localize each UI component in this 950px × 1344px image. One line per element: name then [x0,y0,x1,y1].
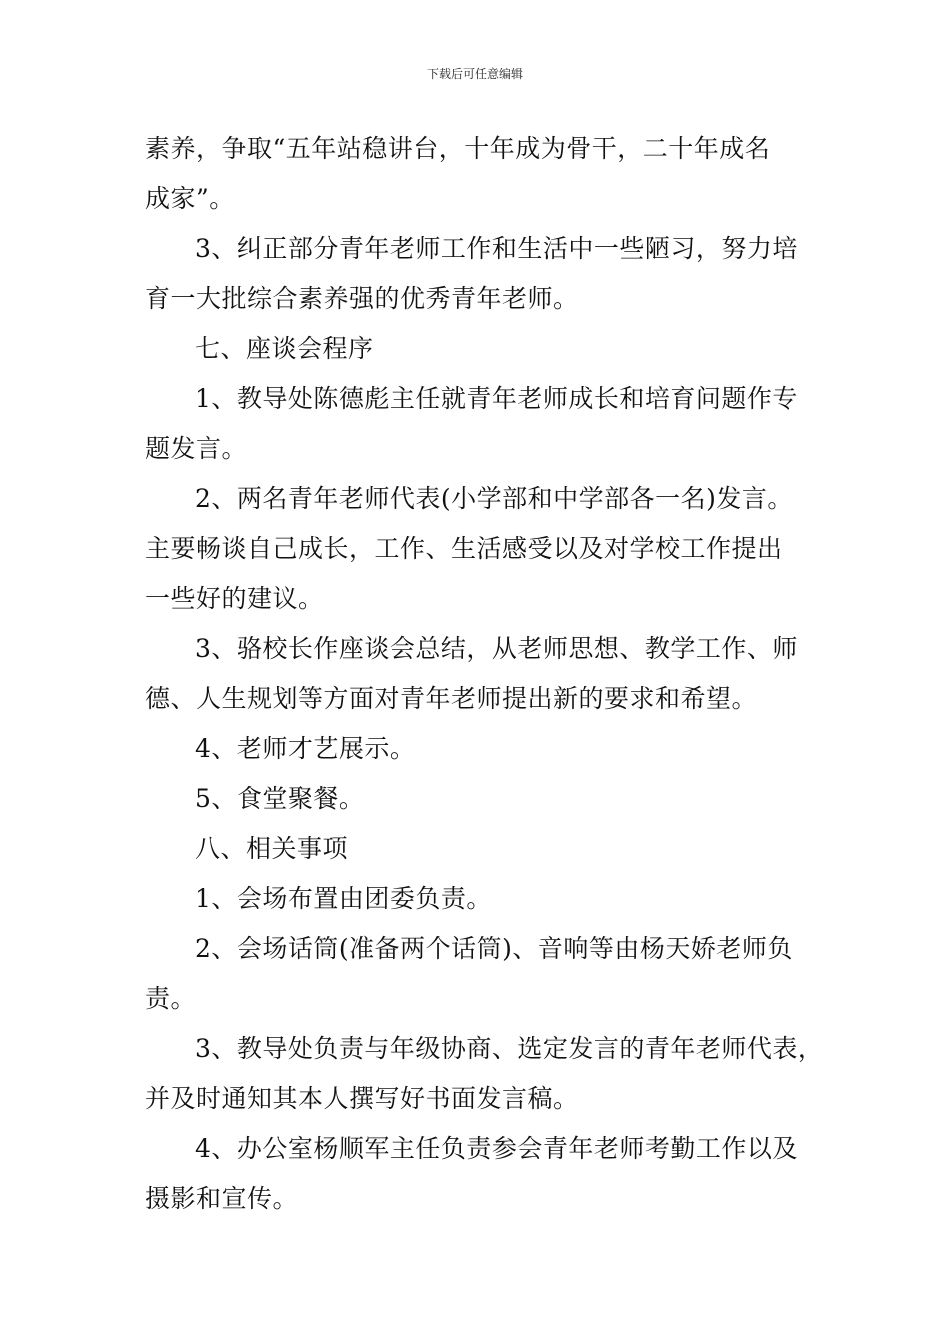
document-body [145,124,824,1224]
text-line: 德、人生规划等方面对青年老师提出新的要求和希望。 [145,684,758,713]
text-line: 素养，争取“五年站稳讲台，十年成为骨干，二十年成名 [145,134,771,163]
text-line: 责。 [145,984,197,1013]
text-line: 题发言。 [145,434,248,463]
text-line: 2、会场话筒(准备两个话筒)、音响等由杨天娇老师负 [195,934,793,963]
text-line: 成家”。 [145,184,235,213]
text-line: 一些好的建议。 [145,584,324,613]
section-heading: 七、座谈会程序 [195,334,374,363]
text-line: 3、纠正部分青年老师工作和生活中一些陋习，努力培 [195,234,798,263]
section-heading: 八、相关事项 [195,834,349,863]
text-line: 1、教导处陈德彪主任就青年老师成长和培育问题作专 [195,384,798,413]
text-line: 5、食堂聚餐。 [195,784,365,813]
page-header: 下载后可任意编辑 [426,67,523,81]
text-line: 4、办公室杨顺军主任负责参会青年老师考勤工作以及 [195,1134,798,1163]
text-line: 2、两名青年老师代表(小学部和中学部各一名)发言。 [195,484,793,513]
text-line: 摄影和宣传。 [145,1184,299,1213]
text-line: 4、老师才艺展示。 [195,734,416,763]
text-line: 3、骆校长作座谈会总结，从老师思想、教学工作、师 [195,634,798,663]
text-line: 并及时通知其本人撰写好书面发言稿。 [145,1084,579,1113]
text-line: 3、教导处负责与年级协商、选定发言的青年老师代表， [195,1034,824,1063]
text-line: 1、会场布置由团委负责。 [195,884,492,913]
text-line: 主要畅谈自己成长，工作、生活感受以及对学校工作提出 [145,534,783,563]
text-line: 育一大批综合素养强的优秀青年老师。 [145,284,579,313]
